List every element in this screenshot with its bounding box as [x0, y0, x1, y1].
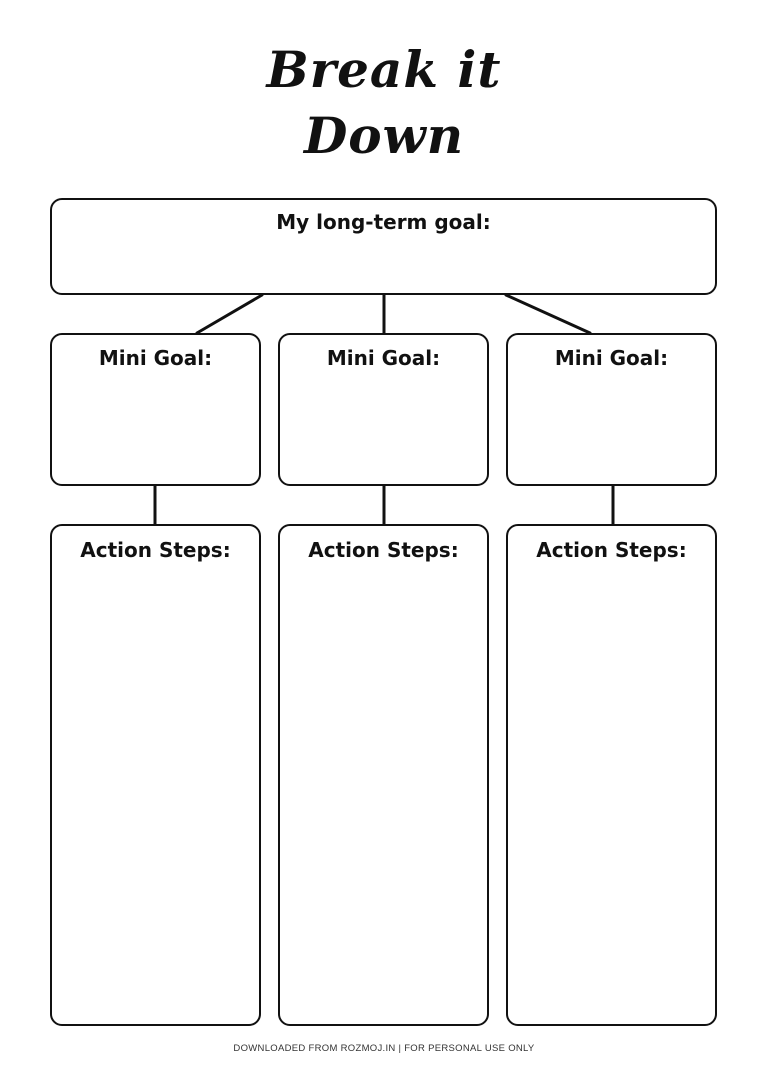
mini-goal-label: Mini Goal:: [554, 346, 669, 370]
action-steps-box-3[interactable]: [506, 524, 717, 1026]
mini-goal-box-2[interactable]: [278, 333, 489, 486]
mini-goal-box-3[interactable]: [506, 333, 717, 486]
connector-goal-to-mini-1: [197, 295, 262, 333]
mini-goal-label: Mini Goal:: [326, 346, 441, 370]
long-term-goal-label: My long-term goal:: [276, 210, 491, 234]
action-steps-box-2[interactable]: [278, 524, 489, 1026]
long-term-goal-box[interactable]: [50, 198, 717, 295]
connector-goal-to-mini-3: [506, 295, 590, 333]
action-steps-label: Action Steps:: [536, 538, 687, 562]
action-steps-box-1[interactable]: [50, 524, 261, 1026]
footer-note: DOWNLOADED FROM ROZMOJ.IN | FOR PERSONAL USE ONLY: [233, 1043, 535, 1054]
action-steps-label: Action Steps:: [308, 538, 459, 562]
mini-goal-label: Mini Goal:: [98, 346, 213, 370]
page-title-line-1: Break it: [266, 40, 502, 99]
mini-goal-box-1[interactable]: [50, 333, 261, 486]
page-title-line-2: Down: [303, 106, 465, 165]
action-steps-label: Action Steps:: [80, 538, 231, 562]
